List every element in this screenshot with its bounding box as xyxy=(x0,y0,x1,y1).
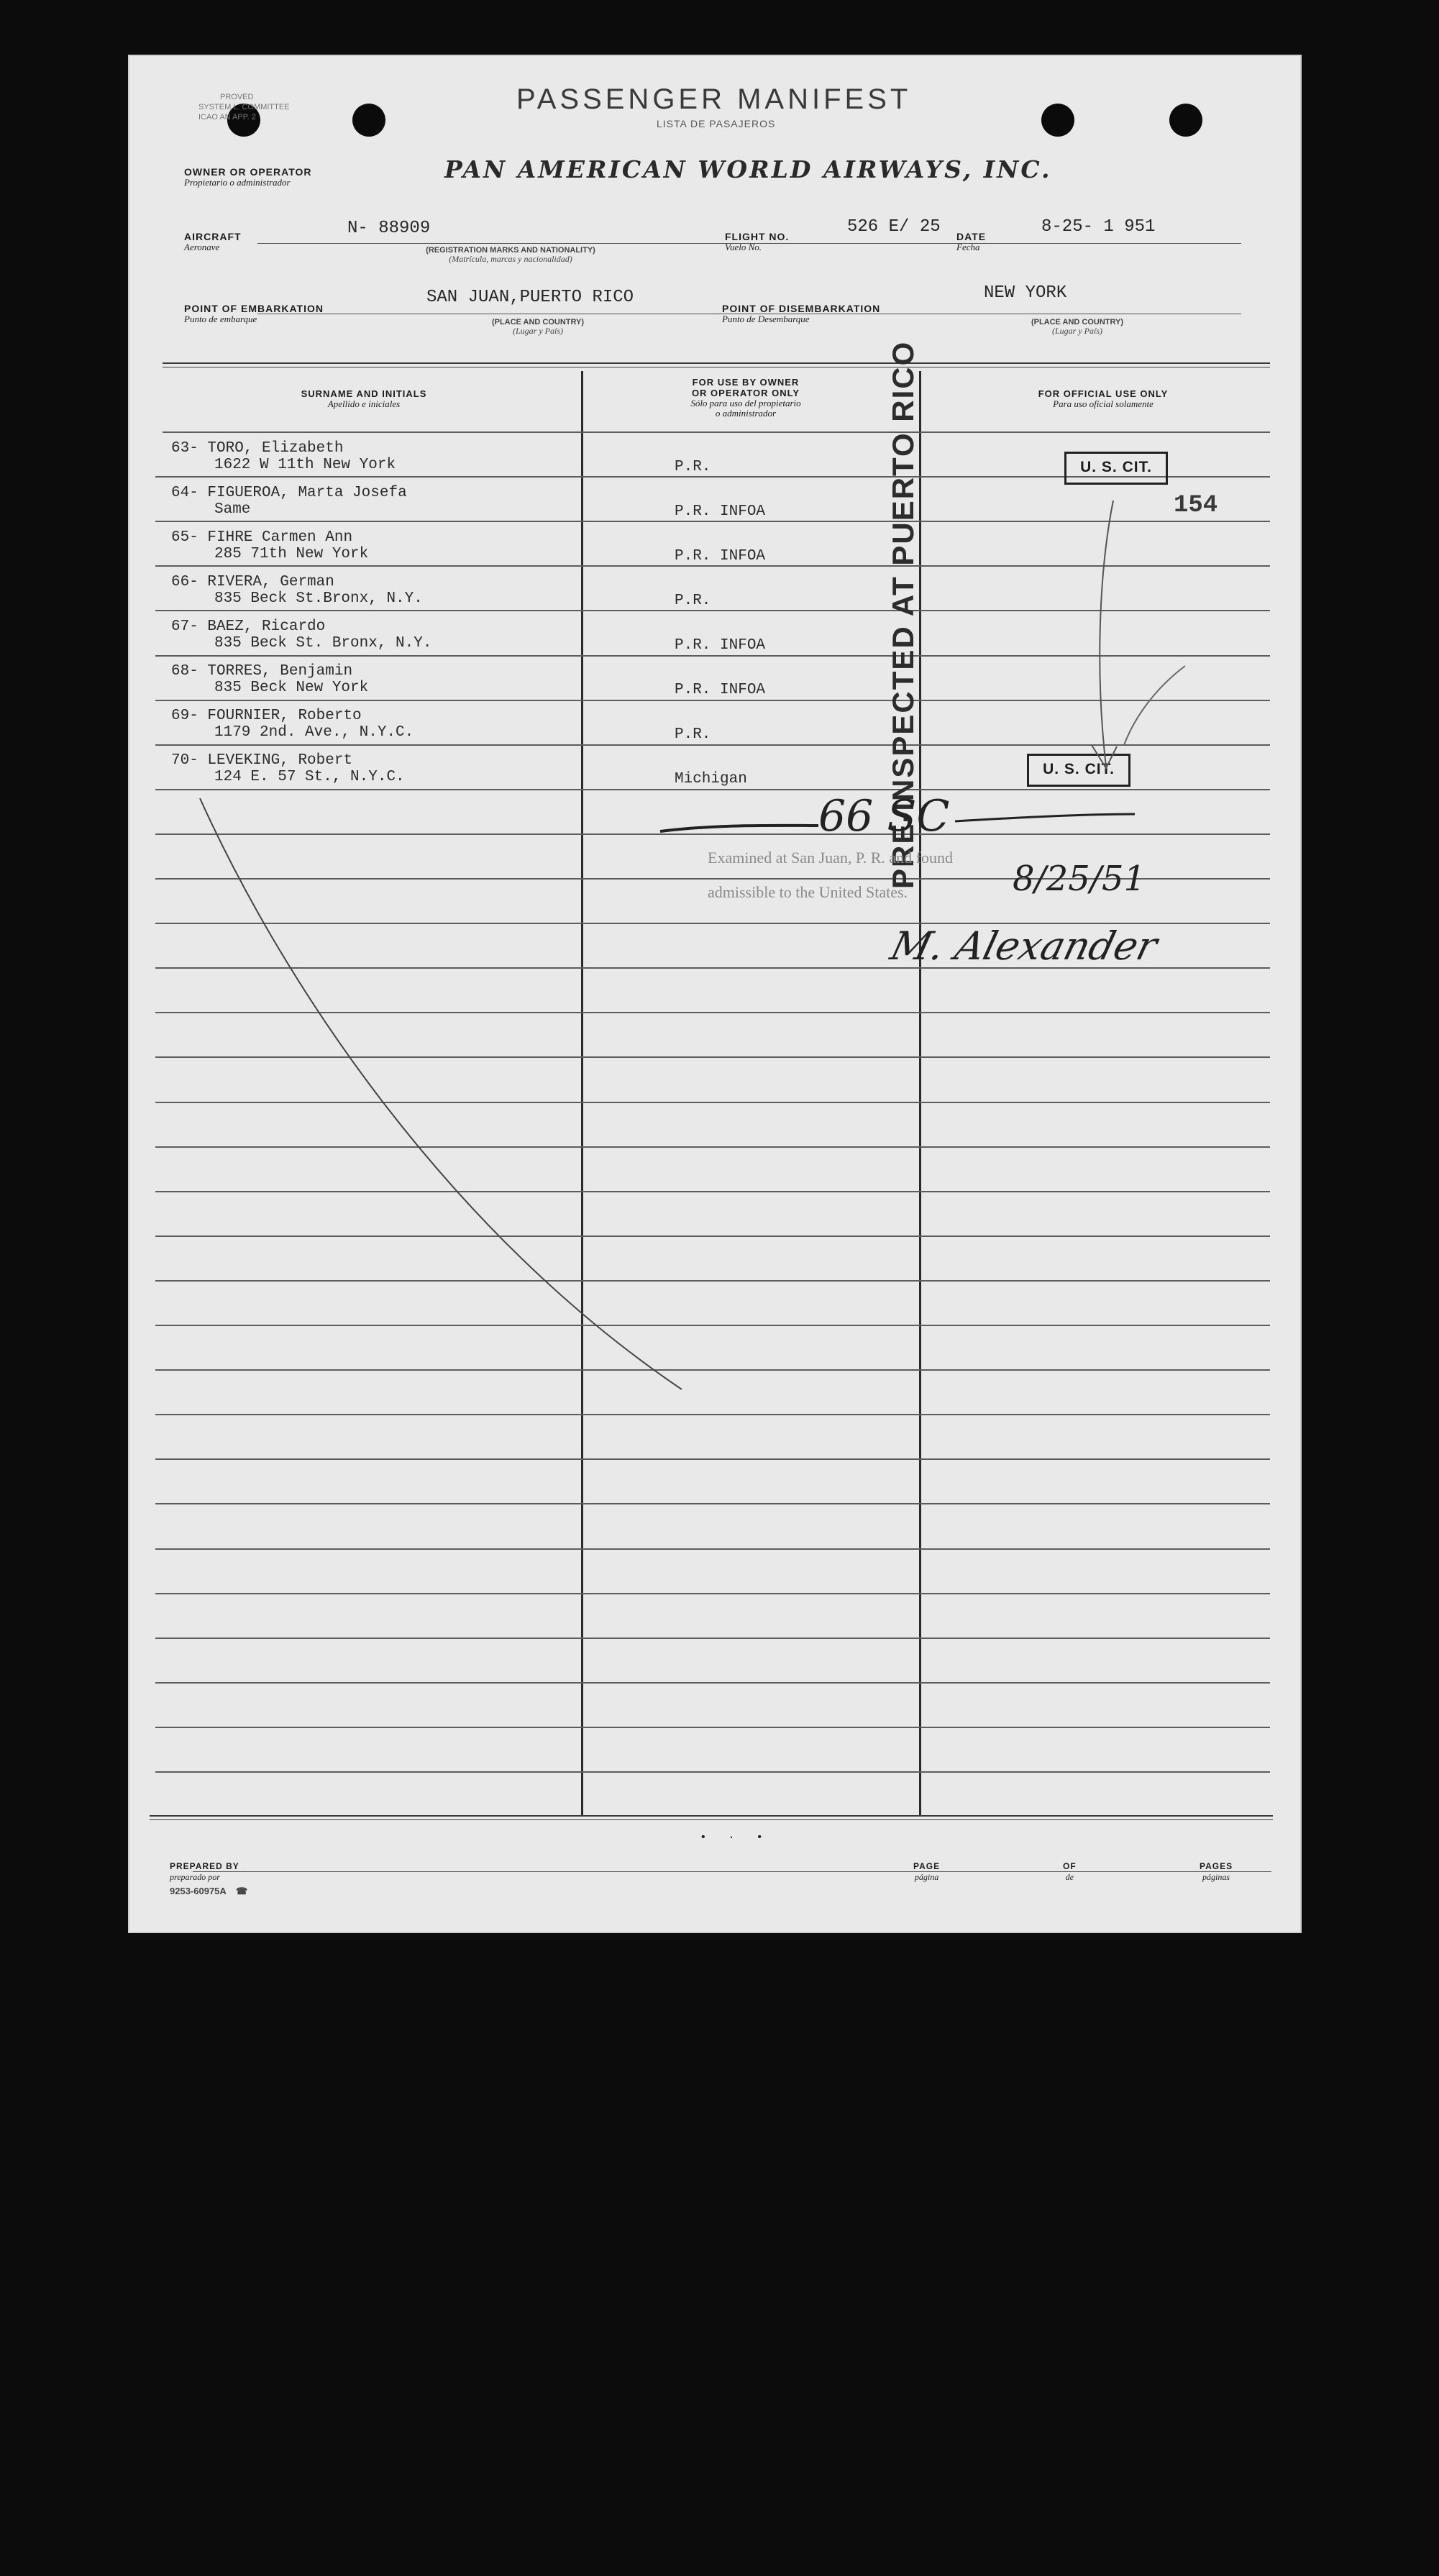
owner-column-value: P.R. xyxy=(675,593,711,609)
disembark-note-text: (PLACE AND COUNTRY) xyxy=(1031,318,1124,326)
owner-column-value: P.R. INFOA xyxy=(675,682,766,698)
owner-label-es: Propietario o administrador xyxy=(184,177,291,188)
footer-line xyxy=(193,1871,1271,1872)
pages-label xyxy=(1200,1861,1233,1882)
passenger-number: 66- xyxy=(171,574,198,590)
flight-label-es: Vuelo No. xyxy=(725,242,762,252)
prepared-label-text: PREPARED BY xyxy=(170,1861,239,1871)
owner-label-text: OWNER OR OPERATOR xyxy=(184,166,312,178)
pages-label-text: PAGES xyxy=(1200,1861,1233,1871)
table-bottom-rule xyxy=(150,1815,1273,1817)
name-header-text: SURNAME AND INITIALS xyxy=(301,388,427,399)
passenger-name: LEVEKING, Robert xyxy=(207,752,353,769)
embark-note-es: (Lugar y País) xyxy=(513,326,563,336)
flight-value: 526 E/ 25 xyxy=(847,217,941,237)
owner-column-value: P.R. xyxy=(675,459,711,475)
registration-note-text: (REGISTRATION MARKS AND NATIONALITY) xyxy=(426,246,595,255)
passenger-name: TORO, Elizabeth xyxy=(207,440,344,457)
embark-label-text: POINT OF EMBARKATION xyxy=(184,303,324,314)
passenger-address: 835 Beck St.Bronx, N.Y. xyxy=(214,590,423,607)
approval-line: PROVED xyxy=(220,93,254,101)
passenger-address: 285 71th New York xyxy=(214,546,369,562)
handwritten-date: 8/25/51 xyxy=(1013,859,1146,899)
official-header-text: FOR OFFICIAL USE ONLY xyxy=(1038,388,1169,399)
passenger-name: BAEZ, Ricardo xyxy=(207,618,326,635)
preinspected-stamp: PRE-INSPECTED AT PUERTO RICO xyxy=(886,340,920,889)
passenger-name: FIGUEROA, Marta Josefa xyxy=(207,485,407,501)
owner-column-value: P.R. INFOA xyxy=(675,637,766,654)
flight-label-text: FLIGHT NO. xyxy=(725,231,790,242)
name-header-es: Apellido e iniciales xyxy=(327,398,401,409)
passenger-address: 1622 W 11th New York xyxy=(214,457,396,473)
page-label-es: página xyxy=(914,1872,939,1882)
disembark-label-es: Punto de Desembarque xyxy=(722,314,810,324)
aircraft-label-es: Aeronave xyxy=(184,242,220,252)
page-marks-icon: • · • xyxy=(700,1831,771,1844)
form-number xyxy=(170,1886,247,1897)
owner-column-value: P.R. xyxy=(675,726,711,743)
disembark-note-es: (Lugar y País) xyxy=(1052,326,1102,336)
table-bottom-rule xyxy=(150,1819,1273,1820)
owner-header-line: OR OPERATOR ONLY xyxy=(691,388,800,398)
pencil-marks xyxy=(128,55,1302,1933)
embark-label-es: Punto de embarque xyxy=(184,314,257,324)
of-label-es: de xyxy=(1065,1872,1074,1882)
passenger-number: 67- xyxy=(171,618,198,635)
date-label-es: Fecha xyxy=(956,242,980,252)
form-number-text: 9253-60975A xyxy=(170,1886,227,1896)
disembark-value: NEW YORK xyxy=(984,283,1067,303)
passenger-number: 65- xyxy=(171,529,198,546)
passenger-number: 68- xyxy=(171,663,198,680)
of-label-text: OF xyxy=(1063,1861,1077,1871)
of-label xyxy=(1063,1861,1077,1882)
passenger-number: 69- xyxy=(171,708,198,724)
date-label-text: DATE xyxy=(956,231,987,242)
page-label xyxy=(913,1861,940,1882)
official-header-es: Para uso oficial solamente xyxy=(1053,398,1154,409)
company-name: PAN AMERICAN WORLD AIRWAYS, INC. xyxy=(444,155,1052,183)
handwritten-count: 66 SC xyxy=(818,791,950,841)
examined-stamp-line: Examined at San Juan, P. R. and found xyxy=(708,849,953,867)
aircraft-value: N- 88909 xyxy=(347,219,431,238)
approval-line: SYSTEM L. COMMITTEE xyxy=(198,103,290,111)
disembark-label-text: POINT OF DISEMBARKATION xyxy=(722,303,881,314)
embark-note-text: (PLACE AND COUNTRY) xyxy=(491,318,585,326)
passenger-address: 835 Beck New York xyxy=(214,680,369,696)
passenger-name: FOURNIER, Roberto xyxy=(207,708,362,724)
passenger-name: FIHRE Carmen Ann xyxy=(207,529,353,546)
owner-header-es: o administrador xyxy=(715,408,777,419)
examined-stamp-line: admissible to the United States. xyxy=(708,883,908,901)
passenger-name: TORRES, Benjamin xyxy=(207,663,353,680)
inspector-signature: M. Alexander xyxy=(886,923,1162,969)
passenger-address: 1179 2nd. Ave., N.Y.C. xyxy=(214,724,414,741)
passenger-address: 835 Beck St. Bronx, N.Y. xyxy=(214,635,432,652)
owner-column-value: P.R. INFOA xyxy=(675,503,766,520)
passenger-number: 64- xyxy=(171,485,198,501)
date-value: 8-25- 1 951 xyxy=(1041,217,1156,237)
passenger-count: 154 xyxy=(1174,492,1218,519)
manifest-sheet xyxy=(128,55,1302,1933)
pages-label-es: páginas xyxy=(1202,1872,1230,1882)
form-title: PASSENGER MANIFEST xyxy=(516,83,912,115)
embark-value: SAN JUAN,PUERTO RICO xyxy=(426,288,634,307)
approval-line: ICAO AN APP. 2 xyxy=(198,113,256,122)
owner-header-es: Sólo para uso del propietario xyxy=(690,398,801,408)
us-citizen-stamp: U. S. CIT. xyxy=(1064,452,1168,485)
passenger-number: 63- xyxy=(171,440,198,457)
passenger-name: RIVERA, German xyxy=(207,574,334,590)
prepared-label-es: preparado por xyxy=(170,1872,220,1882)
passenger-address: Same xyxy=(214,501,251,518)
owner-column-value: Michigan xyxy=(675,771,747,787)
prepared-by-label xyxy=(170,1861,239,1882)
us-citizen-stamp: U. S. CIT. xyxy=(1027,754,1130,787)
passenger-number: 70- xyxy=(171,752,198,769)
owner-column-value: P.R. INFOA xyxy=(675,548,766,565)
owner-header-line: FOR USE BY OWNER xyxy=(692,377,800,388)
aircraft-label-text: AIRCRAFT xyxy=(184,231,242,242)
form-subtitle: LISTA DE PASAJEROS xyxy=(657,118,776,129)
page-label-text: PAGE xyxy=(913,1861,941,1871)
registration-note-es: (Matrícula, marcas y nacionalidad) xyxy=(449,254,572,264)
printer-mark-icon: ☎ xyxy=(235,1886,248,1896)
passenger-address: 124 E. 57 St., N.Y.C. xyxy=(214,769,405,785)
